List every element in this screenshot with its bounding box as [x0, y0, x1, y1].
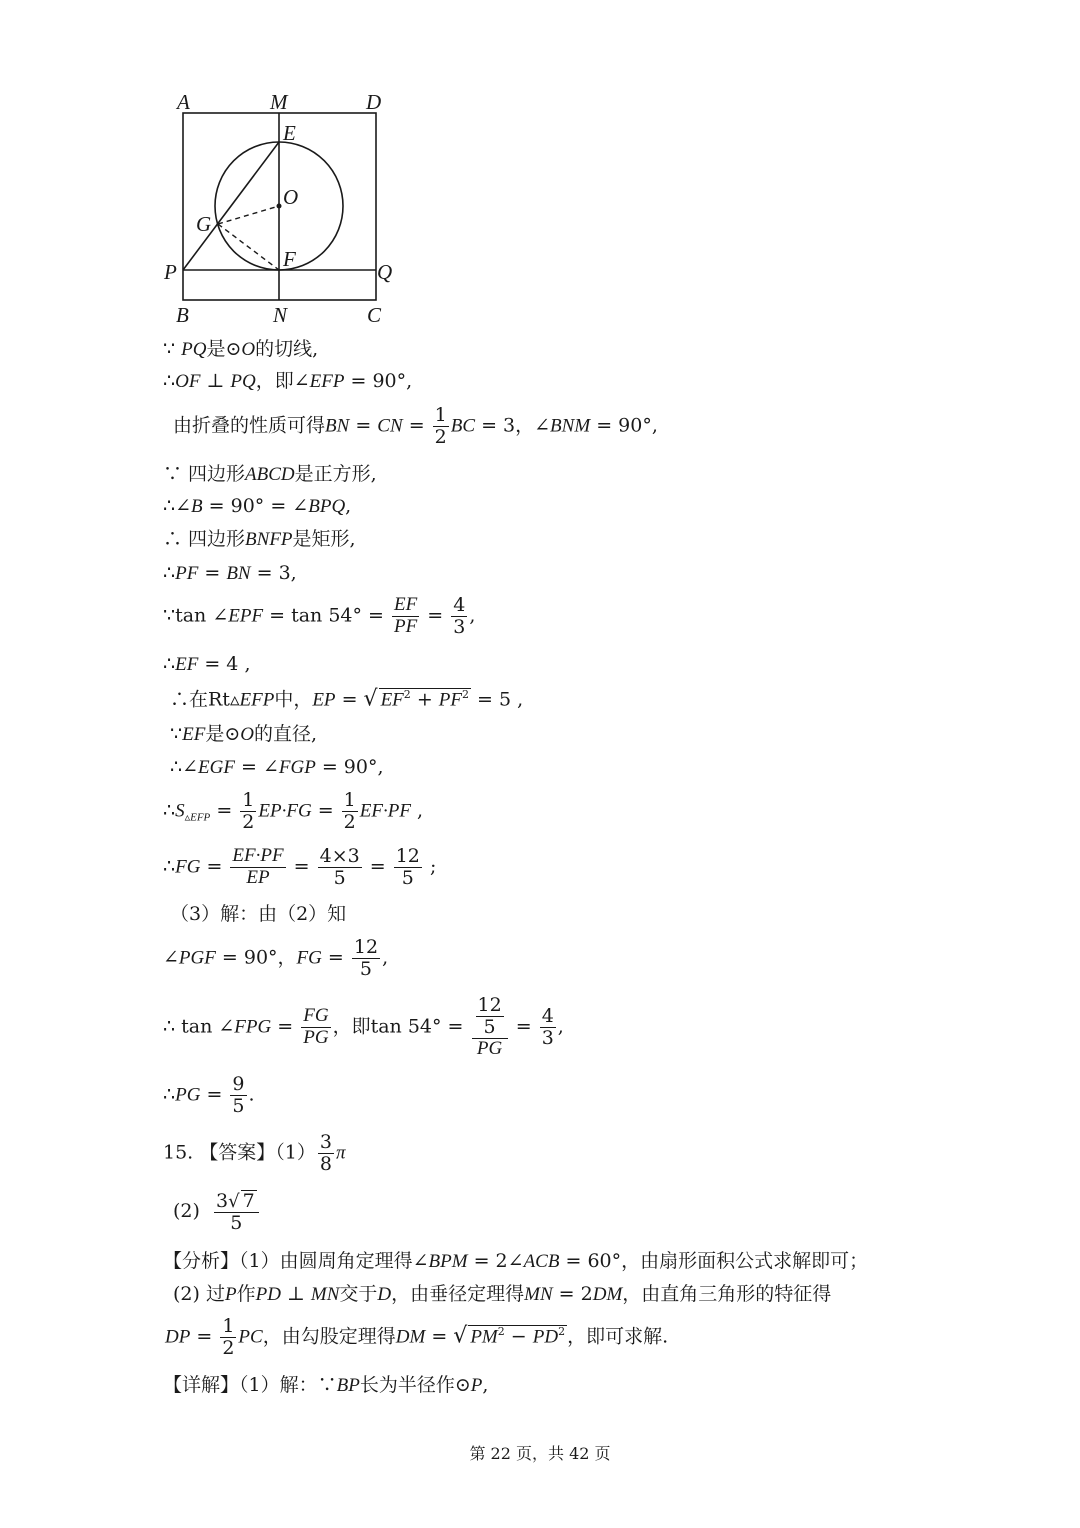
label-a: A: [177, 90, 190, 114]
point-o: [277, 204, 282, 209]
fraction: $\frac{12}{5}$: [395, 845, 420, 889]
fraction: $\frac{EF}{PF}$: [394, 594, 418, 637]
label-p: P: [164, 260, 177, 284]
segment-pe: [183, 142, 279, 270]
radicand: $EF^2 + PF^2$: [380, 688, 470, 711]
label-b: B: [176, 303, 189, 327]
label-n: N: [273, 303, 288, 327]
line-1: ∵ PQ是⊙O的切线,: [163, 338, 319, 360]
line-17: ∴ tan ∠FPG = $\frac{FG}{PG}$ ，即tan 54° = $\frac{\frac{12}{5}}{PG}$ = $\frac{4}{3}$ ,: [163, 994, 564, 1059]
line-22: (2) 过P作PD ⊥ MN交于D，由垂径定理得MN = 2DM，由直角三角形的特征得: [173, 1283, 832, 1305]
fraction: $\frac{4\times 3}{5}$: [319, 845, 360, 889]
segment-go: [218, 206, 279, 224]
line-15: （3）解：由（2）知: [170, 903, 347, 925]
line-10: ∴在Rt▵EFP中，EP = √ $EF^2 + PF^2 = 5$ ,: [170, 686, 524, 712]
label-m: M: [270, 90, 288, 114]
fraction: $\frac{4}{3}$: [453, 594, 466, 638]
fraction: $\frac{FG}{PG}$: [303, 1004, 329, 1048]
line-5: ∴∠B = 90° = ∠BPQ,: [163, 495, 352, 517]
fraction: $\frac{3√ 7}{5}$: [214, 1190, 259, 1234]
fraction: $\frac{1}{2}$: [242, 789, 255, 833]
fraction: $\frac{12}{5}$: [477, 994, 502, 1038]
line-6: ∴ 四边形BNFP是矩形,: [163, 528, 356, 550]
label-e: E: [283, 121, 296, 145]
label-o: O: [283, 185, 299, 209]
fraction: $\frac{1}{2}$: [222, 1315, 235, 1359]
line-3: 由折叠的性质可得BN = CN = $\frac{1}{2}$ BC = 3，∠BNM = 90°,: [173, 404, 658, 448]
label-g: G: [196, 212, 212, 236]
line-8: ∵tan ∠EPF = tan 54° = $\frac{EF}{PF}$ = $\frac{4}{3}$ ,: [163, 594, 476, 638]
line-20: (2) $\frac{3√ 7}{5}$: [173, 1190, 261, 1234]
radical-sign: √: [453, 1323, 468, 1349]
line-11: ∵EF是⊙O的直径,: [170, 723, 318, 745]
radicand: $PM^2 - PD^2$: [470, 1325, 566, 1348]
fraction: $\frac{1}{2}$: [434, 404, 447, 448]
line-16: ∠PGF = 90°，FG = $\frac{12}{5}$ ,: [163, 936, 389, 980]
label-q: Q: [377, 260, 393, 284]
line-12: ∴∠EGF = ∠FGP = 90°,: [170, 756, 384, 778]
fraction: $\frac{EF\cdot PF}{EP}$: [232, 845, 284, 888]
fraction: $\frac{9}{5}$: [232, 1073, 245, 1117]
line-7: ∴PF = BN = 3,: [163, 562, 297, 584]
fraction: $\frac{1}{2}$: [343, 789, 356, 833]
radical-sign: √: [363, 686, 378, 712]
label-d: D: [366, 90, 382, 114]
line-13: $\therefore S_{▵EFP}$ = $\frac{1}{2}$ EP·FG = $\frac{1}{2}$ EF·PF ,: [163, 789, 424, 833]
label-f: F: [283, 247, 296, 271]
line-9: ∴EF = 4 ,: [163, 653, 251, 675]
fraction: $\frac{12}{5}$: [353, 936, 379, 980]
line-18: ∴PG = $\frac{9}{5}$ .: [163, 1073, 255, 1117]
label-c: C: [367, 303, 382, 327]
fraction: $\frac{4}{3}$: [541, 1004, 554, 1049]
line-24: 【详解】（1）解：∵BP长为半径作⊙P,: [163, 1374, 489, 1396]
line-4: ∵ 四边形ABCD是正方形,: [163, 463, 377, 485]
line-19: 15. 【答案】（1） $\frac{3}{8}$ π: [163, 1131, 346, 1175]
line-21: 【分析】（1）由圆周角定理得∠BPM = 2∠ACB = 60°，由扇形面积公式求解即可；: [163, 1250, 869, 1272]
line-14: ∴FG = $\frac{EF\cdot PF}{EP}$ = $\frac{4\times 3}{5}$ = $\frac{12}{5}$ ;: [163, 845, 437, 889]
page-footer: 第 22 页，共 42 页: [469, 1444, 611, 1463]
compound-fraction: $\frac{\frac{12}{5}}{PG}$: [472, 995, 508, 1060]
fraction: $\frac{3}{8}$: [319, 1131, 332, 1175]
line-2: ∴OF ⊥ PQ，即∠EFP = 90°,: [163, 370, 413, 392]
line-23: DP = $\frac{1}{2}$ PC，由勾股定理得DM = √ $PM^2 - PD^2$ ，即可求解.: [165, 1315, 669, 1359]
